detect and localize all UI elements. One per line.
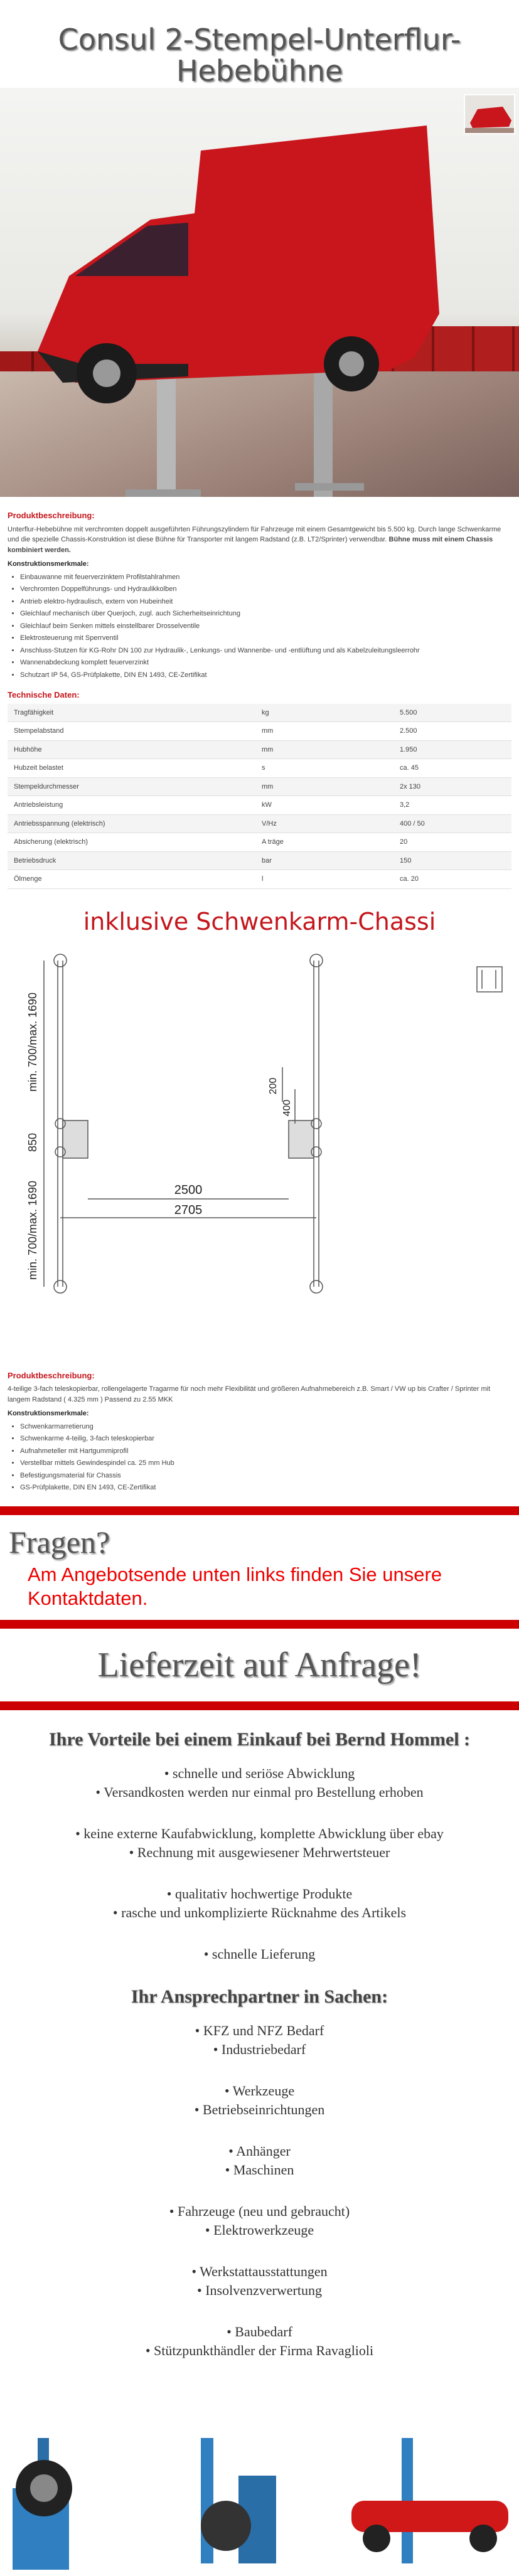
list-item: • Elektrosteuerung mit Sperrventil [20,633,511,644]
list-item: • Fahrzeuge (neu und gebraucht) [169,2203,350,2219]
description-heading: Produktbeschreibung: [8,511,95,520]
table-row: Antriebsleistung kW 3,2 [8,796,511,815]
table-row: Hubzeit belastet s ca. 45 [8,759,511,778]
features-heading: Konstruktionsmerkmale: [8,560,89,568]
list-item: • Elektrowerkzeuge [205,2222,314,2238]
features-heading: Konstruktionsmerkmale: [8,1410,89,1417]
list-item: • schnelle Lieferung [203,1946,316,1962]
list-item: • Wannenabdeckung komplett feuerverzinkt [20,657,511,668]
features-list [20,1422,511,1493]
dim-label: min. 700/max. 1690 [26,992,39,1092]
list-item: • Rechnung mit ausgewiesener Mehrwertsteuer [129,1844,390,1860]
list-item: • rasche und unkomplizierte Rücknahme des Artikels [112,1905,407,1920]
features-list [20,572,511,681]
list-item: • Industriebedarf [213,2041,306,2057]
title-text: Consul 2-Stempel-Unterflur-Hebebühne [58,23,461,88]
table-row: Antriebsspannung (elektrisch) V/Hz 400 / 50 [8,814,511,833]
divider [0,1620,519,1629]
balancer-image [201,2438,276,2563]
list-item: • Werkstattausstattungen [191,2264,328,2279]
list-item: • Versandkosten werden nur einmal pro Bestellung erhoben [95,1784,424,1800]
product-photo [0,88,519,497]
van-on-lift-illustration [0,88,519,497]
van-windshield [75,223,188,276]
divider [0,1506,519,1515]
table-row: Betriebsdruck bar 150 [8,851,511,870]
questions-section [0,1515,519,1621]
list-item: • Baubedarf [227,2324,292,2339]
car-on-lift-image [351,2438,508,2563]
questions-text: Am Angebotsende unten links finden Sie unsere Kontaktdaten. [28,1563,442,1610]
list-item: • Werkzeuge [224,2083,295,2099]
lift-arm-drawing [0,935,519,1362]
description-text: 4-teilige 3-fach teleskopierbar, rollengelagerte Tragarme für noch mehr Flexibilität und größeren Aufnahmebereich z.B. Smart / VW up bis Crafter / Sprinter mit langem Radstand ( 4.325 mm ) Passend zu 2.55 MKK [8,1385,491,1403]
header [0,0,519,88]
list-item: • Aufnahmeteller mit Hartgummiprofil [20,1446,511,1457]
list-item: • Antrieb elektro-hydraulisch, extern von Hubeinheit [20,597,511,607]
chassis-description [0,1362,519,1506]
list-item: • qualitativ hochwertige Produkte [166,1886,353,1902]
thumbnail-image[interactable] [464,94,515,134]
advantages-title: Ihre Vorteile bei einem Einkauf bei Bernd Hommel : [48,1729,471,1750]
product-description [0,497,519,894]
dim-label: 2705 [174,1203,203,1217]
tire-changer-image [13,2438,72,2570]
dim-label: 400 [282,1099,292,1116]
list-item: • Verchromten Doppelführungs- und Hydraulikkolben [20,584,511,595]
dim-label: min. 700/max. 1690 [26,1180,39,1280]
list-item: • Schwenkarme 4-teilig, 3-fach teleskopierbar [20,1434,511,1444]
table-row: Hubhöhe mm 1.950 [8,740,511,759]
dim-label: 850 [26,1132,39,1152]
table-row: Tragfähigkeit kg 5.500 [8,704,511,722]
list-item: • GS-Prüfplakette, DIN EN 1493, CE-Zertifikat [20,1482,511,1493]
list-item: • KFZ und NFZ Bedarf [195,2023,324,2038]
questions-title: Fragen? [9,1524,110,1560]
table-row: Ölmenge l ca. 20 [8,870,511,889]
table-row: Absicherung (elektrisch) A träge 20 [8,833,511,852]
list-item: • Gleichlauf mechanisch über Querjoch, zugl. auch Sicherheitseinrichtung [20,609,511,619]
description-text: Unterflur-Hebebühne mit verchromten doppelt ausgeführten Führungszylindern für Fahrzeuge mit einem Gesamtgewicht bis 5.500 kg. Durch lange Schwenkarme und die spezielle Chassis-Konstruktion ist diese Bühne für Transporter mit langem Radstand (z.B. LT2/Sprinter) verwendbar. Bühne muss mit einem Chassis kombiniert werden. [8,525,501,554]
list-item: • keine externe Kaufabwicklung, komplette Abwicklung über ebay [75,1826,444,1841]
list-item: • Gleichlauf beim Senken mittels einstellbarer Drosselventile [20,621,511,632]
list-item: • Betriebseinrichtungen [194,2102,325,2117]
list-item: • Schutzart IP 54, GS-Prüfplakette, DIN EN 1493, CE-Zertifikat [20,670,511,681]
contact-title: Ihr Ansprechpartner in Sachen: [131,1986,388,2007]
list-item: • Stützpunkthändler der Firma Ravaglioli [145,2343,374,2358]
dim-label: 200 [268,1077,279,1094]
van-body [38,125,439,383]
table-row: Stempelabstand mm 2.500 [8,722,511,741]
delivery-time: Lieferzeit auf Anfrage! [97,1646,422,1685]
divider [0,1701,519,1710]
post-base-rear [295,483,364,491]
tech-heading: Technische Daten: [8,690,80,700]
post-base-front [126,489,201,497]
tech-table [8,704,511,889]
technical-drawing [0,935,519,1362]
list-item: • schnelle und seriöse Abwicklung [164,1765,355,1781]
list-item: • Verstellbar mittels Gewindespindel ca. 25 mm Hub [20,1458,511,1469]
description-heading: Produktbeschreibung: [8,1370,95,1380]
list-item: • Befestigungsmaterial für Chassis [20,1471,511,1481]
list-item: • Anhänger [228,2143,291,2159]
list-item: • Maschinen [225,2162,294,2178]
dim-label: 2500 [174,1183,203,1197]
inklusive-heading: inklusive Schwenkarm-Chassi [83,907,436,935]
list-item: • Insolvenzverwertung [197,2282,322,2298]
lift-post-front [157,364,176,497]
list-item: • Schwenkarmarretierung [20,1422,511,1432]
advantages-section [0,1710,519,2360]
table-row: Stempeldurchmesser mm 2x 130 [8,777,511,796]
list-item: • Anschluss-Stutzen für KG-Rohr DN 100 zur Hydraulik-, Lenkungs- und Wannenbe- und -entlüftung und als Kabelzuleitungsleerrohr [20,646,511,656]
workshop-equipment-images [0,2413,519,2576]
list-item: • Einbauwanne mit feuerverzinktem Profilstahlrahmen [20,572,511,583]
